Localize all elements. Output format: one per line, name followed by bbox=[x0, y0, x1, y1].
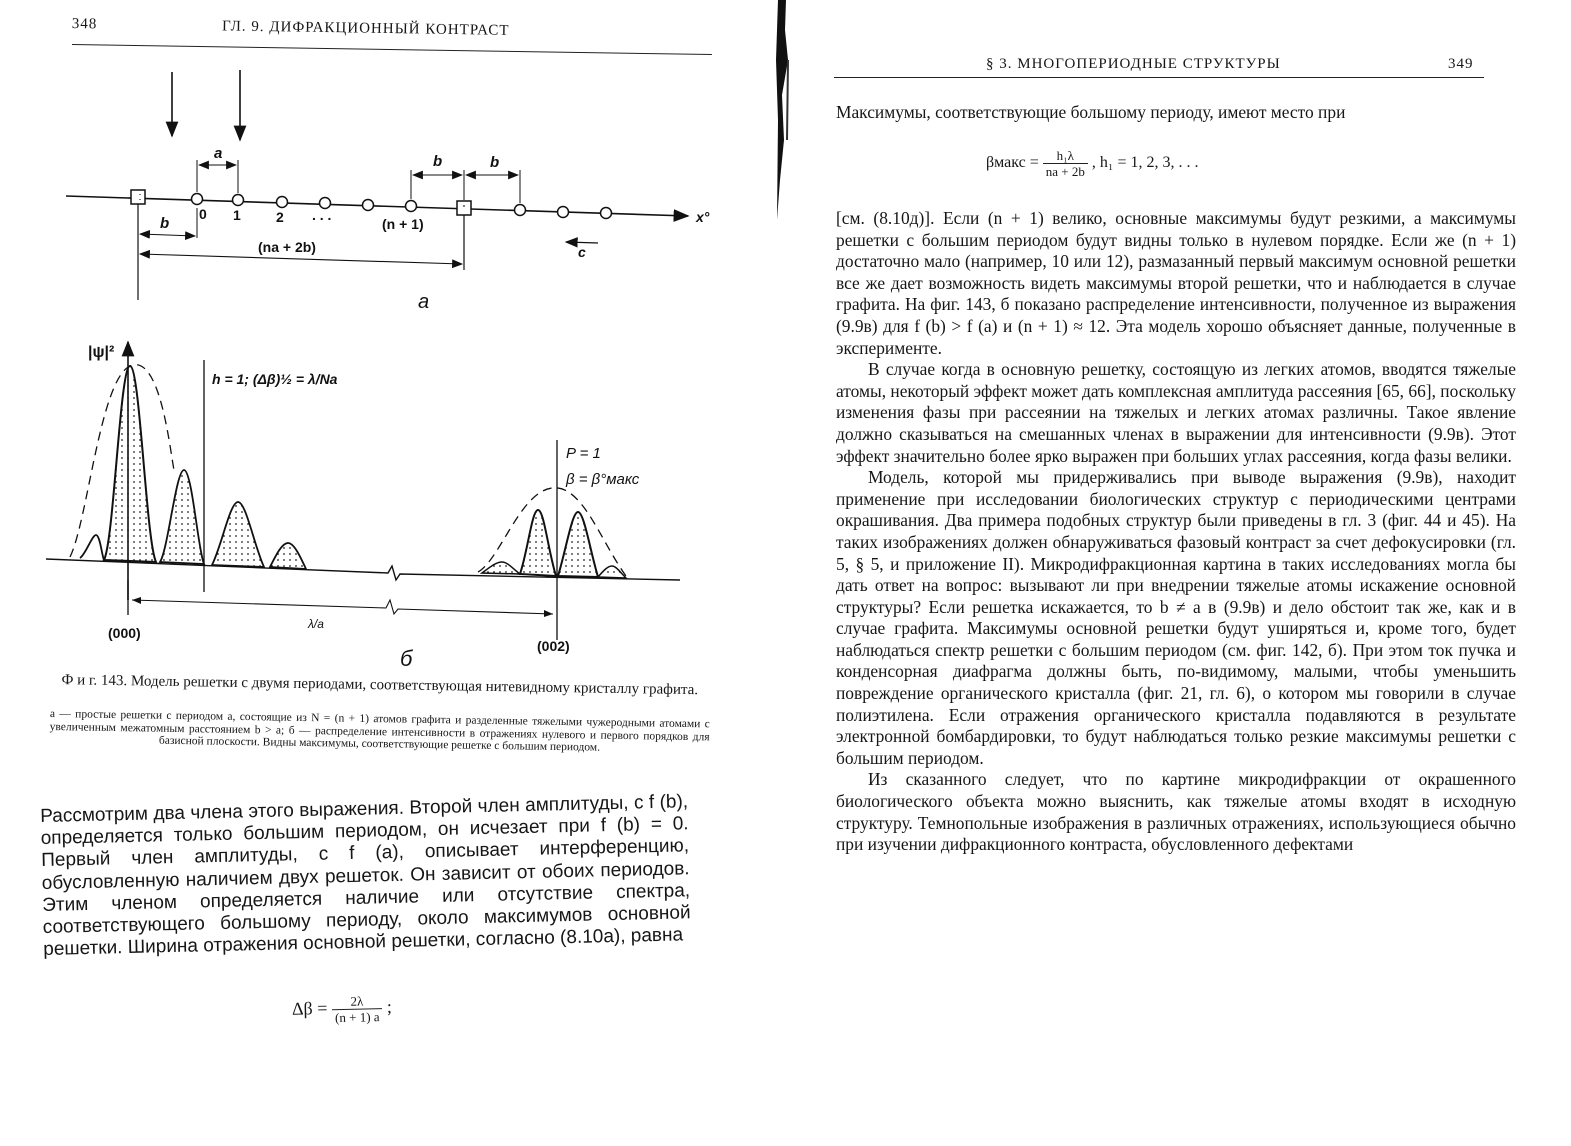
light-atom bbox=[558, 207, 569, 218]
dim-b-label-1: b bbox=[433, 153, 443, 170]
light-atom bbox=[277, 197, 288, 208]
vector-c bbox=[566, 242, 598, 243]
intro-text: Максимумы, соответствующие большому периоду, имеют место при bbox=[836, 102, 1346, 122]
section-title: § 3. МНОГОПЕРИОДНЫЕ СТРУКТУРЫ bbox=[986, 56, 1281, 72]
index-0: 0 bbox=[199, 206, 207, 222]
intensity-plot bbox=[46, 342, 680, 670]
second-label: (002) bbox=[537, 638, 570, 654]
light-atom bbox=[406, 201, 417, 212]
index-1: 1 bbox=[233, 207, 241, 223]
formula-denominator: na + 2b bbox=[1045, 164, 1085, 179]
annotation-2a: P = 1 bbox=[566, 445, 601, 462]
formula-lhs: Δβ = bbox=[291, 997, 333, 1019]
y-axis-label: |ψ|² bbox=[88, 344, 115, 361]
paragraph-3: Модель, которой мы придерживались при выводе выражения (9.9в), находит применение при исследовании биологических структур с периодическими центрами окрашивания. Два примера подобных структур были приведены в гл. 3 (фиг. 44 и 45). На таких изображениях должен обнаруживаться фазовый контраст за счет дефокусировки (гл. 5, § 5, и приложение II). Микродифракционная картина в таких исследованиях могла бы дать ответ на вопрос: вызывают ли при внедрении тяжелые атомы искажение основной структуры? Если решетка искажается, то b ≠ a в (9.9в) и дело обстоит так же, как и в случае графита. Максимумы основной решетки будут уширяться и, кроме того, будет наблюдаться спектр решетки с большим периодом (см. фиг. 142, б). При этом ток пучка и конденсорная диафрагма должны быть, по-видимому, малыми, чтобы уменьшить повреждение органического кристалла (фиг. 21, гл. 6), о котором мы говорили в случае полиэтилена. Если отражения органического кристалла подавляются в результате электронной бомбардировки, то будут наблюдаться только резкие максимумы решетки с большим периодом. bbox=[836, 467, 1516, 768]
light-atom bbox=[601, 208, 612, 219]
left-body-text: Рассмотрим два члена этого выражения. Второй член амплитуды, с f (b), определяется только большим периодом, он исчезает при f (b) = 0. Первый член амплитуды, с f (a), описывает интерференцию, обусловленную наличием двух решеток. Он зависит от обоих периодов. Этим членом определяется наличие или отсутствие спектра, соответствующего большому периоду, около максимумов основной решетки. Ширина отражения основной решетки, согласно (8.10а), равна bbox=[40, 791, 691, 961]
paragraph-4: Из сказанного следует, что по картине микродифракции от окрашенного биологического объекта можно выяснить, как тяжелые атомы входят в исходную структуру. Темнопольные изображения в различных отражениях, использующиеся обычно при изучении дифракционного контраста, обусловленного дефектами bbox=[836, 769, 1516, 855]
x-axis bbox=[66, 196, 688, 216]
subpeak-2 bbox=[212, 502, 264, 567]
distance-line bbox=[132, 600, 553, 614]
light-atom bbox=[515, 205, 526, 216]
vector-c-label: c bbox=[578, 244, 586, 260]
formula-tail: ; bbox=[386, 996, 393, 1017]
lattice-diagram bbox=[66, 70, 710, 313]
index-n1: (n + 1) bbox=[382, 216, 424, 232]
page-number-right: 349 bbox=[1448, 56, 1474, 72]
right-body bbox=[836, 208, 1516, 856]
figure-caption-details: a — простые решетки с периодом a, состоящие из N = (n + 1) атомов графита и разделенные тяжелыми чужеродными атомами с увеличенным межатомным расстоянием b > a; б — распределение интенсивности в отражениях нулевого и первого порядков для базисной плоскости. Видны максимумы, соответствующие решетке с большим периодом. bbox=[49, 708, 710, 754]
part-b-label: б bbox=[400, 646, 413, 670]
part-a-label: a bbox=[418, 291, 430, 313]
distance-label: λ/a bbox=[308, 617, 324, 631]
light-atom bbox=[192, 194, 203, 205]
dim-b-label-2: b bbox=[490, 154, 500, 171]
formula-lhs: βмакс = bbox=[986, 154, 1043, 172]
formula-fraction bbox=[332, 993, 383, 1025]
left-page bbox=[0, 0, 760, 1146]
axis-label: x° bbox=[696, 209, 710, 225]
dim-period bbox=[140, 254, 462, 264]
annotation-2b: β = β°макс bbox=[566, 471, 640, 488]
period-label: (na + 2b) bbox=[258, 239, 316, 255]
formula-delta-beta bbox=[292, 993, 393, 1026]
dim-b-lower bbox=[140, 234, 195, 236]
subpeak-3 bbox=[270, 543, 306, 569]
paragraph-1: [см. (8.10д)]. Если (n + 1) велико, основные максимумы будут резкими, а максимумы решетки с большим периодом будут видны только в нулевом порядке. Если же (n + 1) достаточно мало (например, 10 или 12), размазанный первый максимум основной решетки все же дает возможность видеть максимумы второй решетки, что и наблюдается в случае графита. На фиг. 143, б показано распределение интенсивности, полученное из выражения (9.9в) для f (b) > f (a) и (n + 1) ≈ 12. Эта модель хорошо объясняет данные, полученные в эксперименте. bbox=[836, 208, 1516, 358]
formula-numerator: h₁λ bbox=[1043, 148, 1088, 164]
right-page bbox=[800, 0, 1571, 1146]
index-dots: . . . bbox=[312, 207, 332, 223]
far-peak-right bbox=[558, 512, 598, 577]
far-side-right bbox=[598, 566, 626, 578]
formula-beta-max bbox=[986, 148, 1198, 179]
right-header-rule bbox=[834, 77, 1484, 78]
main-peak bbox=[104, 366, 156, 562]
figure-143 bbox=[0, 0, 760, 670]
formula-numerator: 2λ bbox=[332, 993, 383, 1010]
dim-b-lower-label: b bbox=[160, 215, 170, 232]
origin-label: (000) bbox=[108, 625, 141, 641]
left-subpeak bbox=[80, 535, 104, 560]
page-number-left: 348 bbox=[71, 16, 98, 33]
chapter-title: ГЛ. 9. ДИФРАКЦИОННЫЙ КОНТРАСТ bbox=[221, 18, 510, 39]
far-peak-left bbox=[520, 510, 556, 576]
formula-tail: , h₁ = 1, 2, 3, . . . bbox=[1091, 154, 1199, 172]
binding-gutter bbox=[768, 0, 796, 1146]
formula-denominator: (n + 1) a bbox=[334, 1009, 380, 1026]
dim-a-label: a bbox=[214, 145, 223, 162]
right-header bbox=[986, 56, 1281, 73]
paragraph-2: В случае когда в основную решетку, состоящую из легких атомов, вводятся тяжелые атомы, некоторый эффект может дать комплексная амплитуда рассеяния [65, 66], поскольку изменения фазы при рассеянии на тяжелых и легких атомах различны. Такое явление должно сказываться на смешанных членах в выражении для интенсивности (9.9в). Этот эффект значительно более ярко выражен при больших углах рассеяния, когда фазы велики. bbox=[836, 359, 1516, 466]
light-atom bbox=[363, 200, 374, 211]
subpeak-1 bbox=[160, 470, 204, 564]
annotation-1: h = 1; (Δβ)½ = λ/Na bbox=[212, 371, 338, 387]
far-side-left bbox=[482, 562, 520, 574]
figure-caption: Ф и г. 143. Модель решетки с двумя периодами, соответствующая нитевидному кристаллу графита. bbox=[61, 672, 699, 699]
formula-fraction bbox=[1043, 148, 1088, 179]
light-atom bbox=[233, 195, 244, 206]
index-2: 2 bbox=[276, 209, 284, 225]
